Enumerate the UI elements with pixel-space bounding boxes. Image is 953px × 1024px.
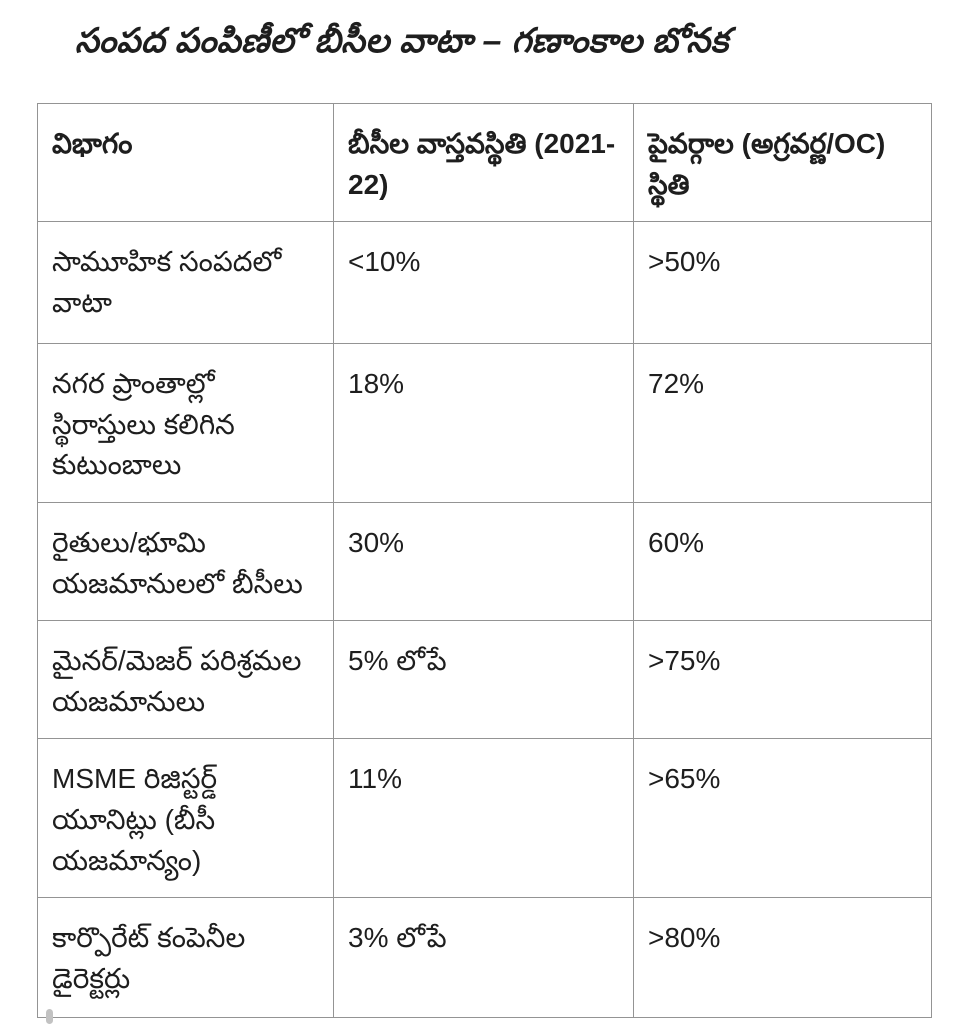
cell-bc-value: 3% లోపే [334, 898, 634, 1018]
table-header-row [38, 104, 932, 222]
header-cell-bc-status: బీసీల వాస్తవస్థితి (2021-22) [334, 104, 634, 222]
cell-bc-value: 11% [334, 739, 634, 898]
header-cell-oc-status: పైవర్గాల (అగ్రవర్ణ/OC) స్థితి [634, 104, 932, 222]
cell-oc-value: >75% [634, 621, 932, 739]
cell-bc-value: <10% [334, 222, 634, 344]
cell-bc-value: 18% [334, 344, 634, 503]
cell-category: నగర ప్రాంతాల్లో స్థిరాస్తులు కలిగిన కుటుంబాలు [38, 344, 334, 503]
cell-oc-value: 72% [634, 344, 932, 503]
cell-oc-value: >80% [634, 898, 932, 1018]
cell-bc-value: 5% లోపే [334, 621, 634, 739]
cell-oc-value: >50% [634, 222, 932, 344]
cell-category: మైనర్/మెజర్ పరిశ్రమల యజమానులు [38, 621, 334, 739]
wealth-share-table [37, 103, 932, 1018]
table-row [38, 739, 932, 898]
table-row [38, 222, 932, 344]
cell-category: MSME రిజిస్టర్డ్ యూనిట్లు (బీసీ యజమాన్యం) [38, 739, 334, 898]
cell-category: రైతులు/భూమి యజమానులలో బీసీలు [38, 502, 334, 620]
header-cell-category: విభాగం [38, 104, 334, 222]
page-title: సంపద పంపిణీలో బీసీల వాటా – గణాంకాల బోనక [75, 22, 729, 60]
cell-bc-value: 30% [334, 502, 634, 620]
cell-oc-value: 60% [634, 502, 932, 620]
cell-category: సామూహిక సంపదలో వాటా [38, 222, 334, 344]
cell-category: కార్పొరేట్ కంపెనీల డైరెక్టర్లు [38, 898, 334, 1018]
scrollbar-thumb[interactable] [46, 1009, 53, 1024]
table-row [38, 502, 932, 620]
table-row [38, 344, 932, 503]
table-row [38, 898, 932, 1018]
cell-oc-value: >65% [634, 739, 932, 898]
table-row [38, 621, 932, 739]
